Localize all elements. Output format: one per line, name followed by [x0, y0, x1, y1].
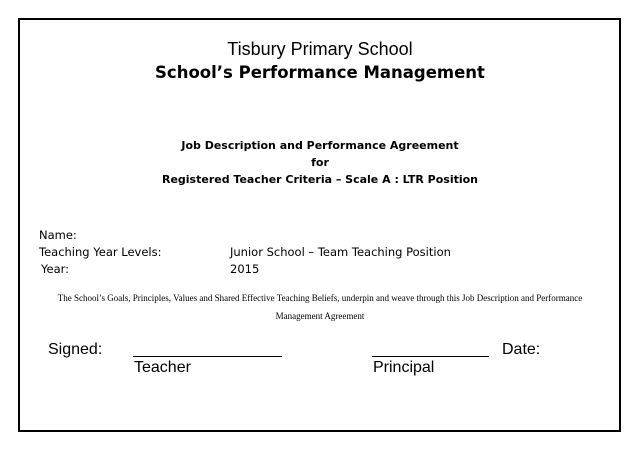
teaching-levels-value: Junior School – Team Teaching Position: [230, 245, 451, 259]
teacher-signature-line: [133, 356, 282, 357]
school-name: Tisbury Primary School: [227, 39, 413, 59]
goals-statement-line-2: Management Agreement: [275, 311, 365, 321]
year-label: Year:: [41, 262, 70, 276]
year-value: 2015: [230, 262, 260, 276]
name-label: Name:: [39, 228, 77, 242]
teaching-levels-label: Teaching Year Levels:: [39, 245, 162, 259]
principal-label: Principal: [373, 359, 435, 376]
subtitle-line-1: Job Description and Performance Agreement: [181, 139, 459, 152]
teacher-label: Teacher: [134, 359, 191, 376]
date-label: Date:: [502, 341, 541, 358]
subtitle-line-3: Registered Teacher Criteria – Scale A : LTR Position: [161, 173, 479, 186]
subtitle-line-2: for: [311, 156, 329, 169]
principal-signature-line: [372, 356, 489, 357]
document-title: School’s Performance Management: [155, 63, 485, 82]
signed-label: Signed:: [48, 341, 103, 358]
goals-statement-line-1: The School’s Goals, Principles, Values and Shared Effective Teaching Beliefs, underpin and weave through this Job Description and Performance: [57, 293, 583, 303]
